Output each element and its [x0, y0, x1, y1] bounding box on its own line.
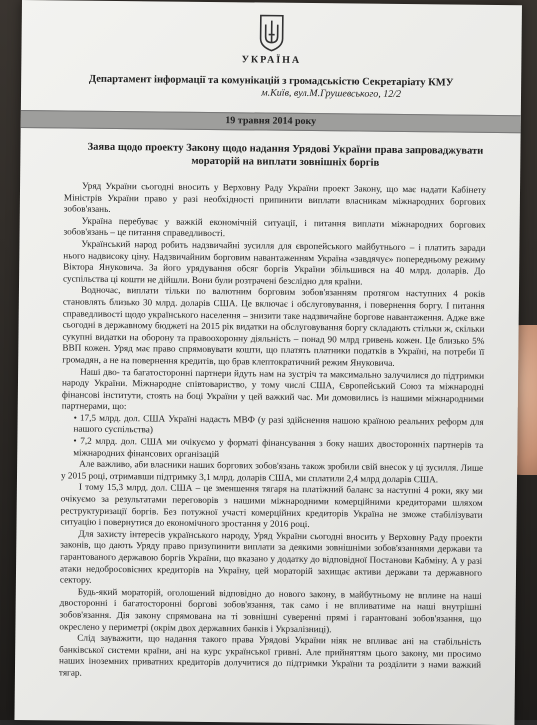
trident-emblem-icon [257, 12, 285, 52]
paragraph: Але важливо, аби власники наших боргових зобов'язань також зробили свій внесок у ці зусилля. Лише у 2015 році, отримавши підтримку 3,1 млрд. доларів США, ми сплатили 2,4 млрд доларів США. [60, 458, 484, 485]
paragraph: Будь-який мораторій, оголошений відповідно до нового закону, в майбутньому не вплине на наші двосторонні і багатосторонні боргові зобов'язання, так само і не впливатиме на наші внутрішні зобов'язання. Дія закону спрямована на ті зовнішні суверенні прямі і гарантовані зобов'язання, що окреслено у периметрі (окрім двох державних банків і Укрзалізниці). [59, 586, 482, 634]
paragraph: Водночас, виплати тільки по валютним борговим зобов'язанням протягом наступних 4 років становлять близько 30 млрд. доларів США. Це включає і обслуговування, і повернення боргу. І питання справедливості щодо українського населення – знизити таке надзвичайне боргове навантаження. Адже вже сьогодні в державному бюджеті на 2015 рік видатки на обслуговування боргу складають стільки ж, скільки сукупні видатки на оборону та правоохоронну діяльність – понад 90 млрд гривень кожен. Це близько 5% ВВП кожен. Уряд має право спрямовувати кошти, що платять платники податків в Україні, на потреби її громадян, а не на повернення кредитів, що брав клептократичний режим Януковича. [62, 284, 485, 368]
letterhead [21, 10, 522, 101]
address: м.Київ, вул.М.Грушевського, 12/2 [261, 87, 402, 100]
paragraph: Україна перебуває у важкій економічній ситуації, і питання виплати міжнародних боргових зобов'язань – це питання справедливості. [63, 215, 486, 239]
statement-title: Заява щодо проекту Закону щодо надання Урядові України права запроваджувати мораторій на виплати зовнішніх боргів [87, 141, 484, 169]
paragraph: Слід зауважити, що надання такого права Урядові України ніяк не впливає ані на стабільність банківської системи країни, ані на курс української гривні. Але прийняттям цього закону, ми просимо наших іноземних приватних кредиторів долучитися до підтримки України та розділити з нами важкий тягар. [58, 632, 482, 678]
date-bar: 19 травня 2014 року [21, 110, 521, 133]
department-name: Департамент інформації та комунікацій з громадськістю Секретаріату КМУ [88, 73, 454, 89]
bullet-item: • 17,5 млрд. дол. США Україні надасть МВФ (у разі здійснення нашою країною реальних реформ для нашого суспільства) [73, 412, 484, 435]
paragraph: Уряд України сьогодні вносить у Верховну Раду України проект Закону, що має надати Кабінету Міністрів України право у разі необхідності припинити виплати власникам міжнародних боргових зобов'язань. [63, 180, 487, 215]
paragraph: Для захисту інтересів українського народу, Уряд України сьогодні вносить у Верховну Раду проекти законів, що дають Уряду право призупинити виплати за деякими зовнішніми зобов'язаннями держави та гарантованого державою боргів України, що вказано у додатку до відповідної Постанови Кабміну. А у разі атаки недобросовісних кредиторів на Україну, цей мораторій захищає активи держави та державного сектору. [59, 528, 483, 585]
document-page [14, 0, 522, 725]
statement-body [59, 180, 486, 683]
paragraph: Український народ робить надзвичайні зусилля для європейського майбутнього – і платить заради нього надвисоку ціну. Надзвичайним борговим навантаженням Україна «завдячує» попередньому режиму Віктора Януковича. За його урядування обсяг боргів України збільшився на 40 млрд. доларів. До суспільства ці кошти не дійшли. Вони були розтрачені безслідно для країни. [63, 238, 486, 287]
paragraph: І тому 15,3 млрд. дол. США – це зменшення тягаря на платіжний баланс за наступні 4 роки, яку ми очікуємо за результатами переговорів з нашими міжнародними комерційними кредиторами шляхом реструктуризації боргів. Без потужної участі комерційних кредиторів Україна не зможе стабілізувати ситуацію і повернутися до економічного зростання у 2016 році. [60, 482, 483, 530]
bullet-item: • 7,2 млрд. дол. США ми очікуємо у форматі фінансування з боку наших двосторонніх партнерів та міжнародних фінансових організацій [73, 435, 484, 459]
country-name: УКРАЇНА [241, 54, 302, 66]
paragraph: Наші дво- та багатосторонні партнери йдуть нам на зустріч та максимально залучилися до підтримки народу України. Міжнародне співтовариство, у тому числі США, Європейський Союз та міжнародні фінансові інститути, стоять на боці України у цей важкий час. Ми домовились із нашими міжнародними партнерами, що: [61, 366, 485, 412]
